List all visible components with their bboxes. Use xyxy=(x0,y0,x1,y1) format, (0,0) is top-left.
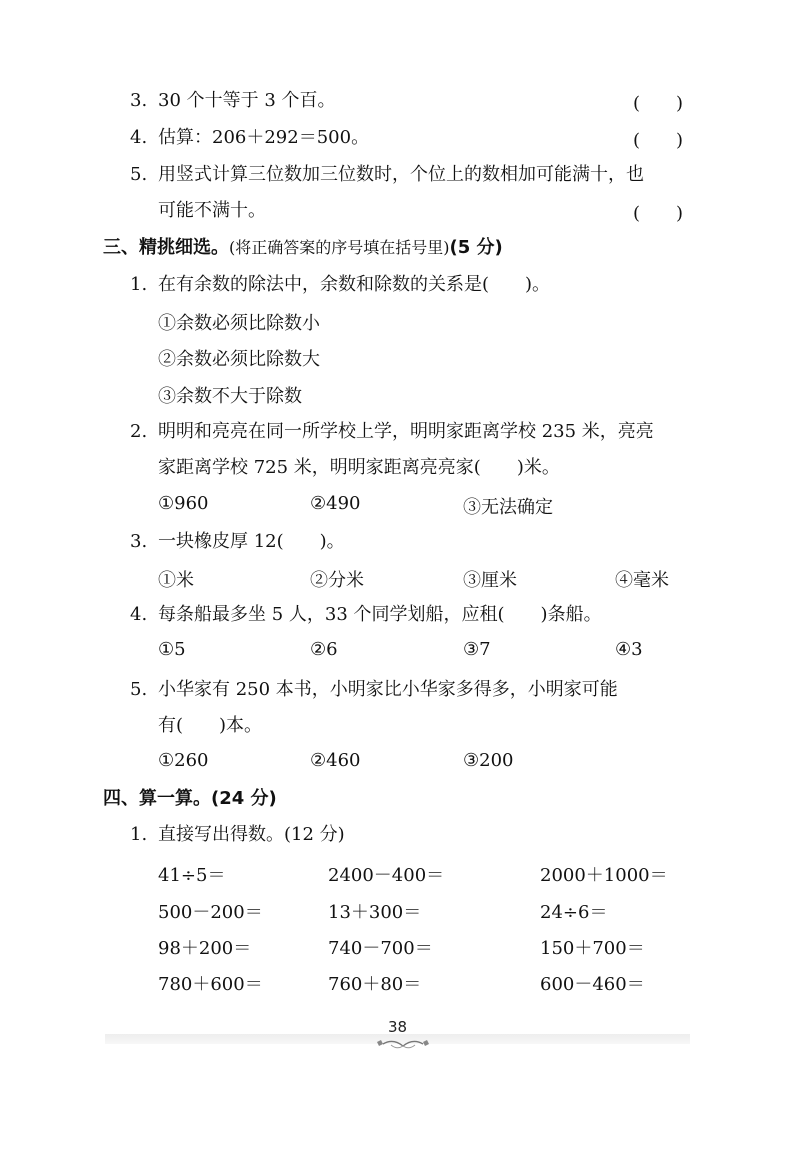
question-text: 小华家有 250 本书，小明家比小华家多得多，小明家可能 xyxy=(158,679,618,700)
question-number: 3. xyxy=(130,531,148,552)
calc-item[interactable]: 780＋600＝ xyxy=(158,974,263,995)
question-text: 每条船最多坐 5 人，33 个同学划船，应租( )条船。 xyxy=(158,604,602,625)
answer-parens[interactable]: ( ) xyxy=(633,203,684,224)
section-note: (将正确答案的序号填在括号里) xyxy=(229,238,450,257)
option-1[interactable]: ①5 xyxy=(158,639,186,660)
option-2[interactable]: ②460 xyxy=(310,750,361,771)
question-text: 在有余数的除法中，余数和除数的关系是( )。 xyxy=(158,274,551,295)
footer-ornament-icon xyxy=(373,1036,433,1052)
question-number: 5. xyxy=(130,679,148,700)
option-1[interactable]: ①米 xyxy=(158,570,194,591)
item-number: 3. xyxy=(130,90,148,111)
option-4[interactable]: ④毫米 xyxy=(615,570,669,591)
question-number: 1. xyxy=(130,824,148,845)
option-1[interactable]: ①960 xyxy=(158,493,209,514)
section-score: (24 分) xyxy=(211,788,277,809)
section-4-heading xyxy=(103,787,277,811)
option-3[interactable]: ③7 xyxy=(463,639,491,660)
calc-item[interactable]: 24÷6＝ xyxy=(540,902,608,923)
option-3[interactable]: ③余数不大于除数 xyxy=(158,386,302,407)
section-title: 四、算一算。 xyxy=(103,788,211,809)
answer-parens[interactable]: ( ) xyxy=(633,130,684,151)
question-text: 一块橡皮厚 12( )。 xyxy=(158,531,345,552)
option-2[interactable]: ②6 xyxy=(310,639,338,660)
option-3[interactable]: ③厘米 xyxy=(463,570,517,591)
calc-item[interactable]: 150＋700＝ xyxy=(540,938,645,959)
calc-item[interactable]: 600－460＝ xyxy=(540,974,645,995)
calc-item[interactable]: 760＋80＝ xyxy=(328,974,422,995)
option-1[interactable]: ①260 xyxy=(158,750,209,771)
answer-parens[interactable]: ( ) xyxy=(633,93,684,114)
option-1[interactable]: ①余数必须比除数小 xyxy=(158,313,320,334)
calc-item[interactable]: 2400－400＝ xyxy=(328,865,445,886)
option-2[interactable]: ②490 xyxy=(310,493,361,514)
option-4[interactable]: ④3 xyxy=(615,639,643,660)
section-score: (5 分) xyxy=(449,237,503,258)
item-number: 5. xyxy=(130,164,148,185)
item-text-continued: 可能不满十。 xyxy=(158,200,266,221)
question-number: 1. xyxy=(130,274,148,295)
option-2[interactable]: ②余数必须比除数大 xyxy=(158,349,320,370)
item-number: 4. xyxy=(130,127,148,148)
calc-item[interactable]: 41÷5＝ xyxy=(158,865,226,886)
calc-item[interactable]: 13＋300＝ xyxy=(328,902,422,923)
calc-item[interactable]: 2000＋1000＝ xyxy=(540,865,668,886)
page-number: 38 xyxy=(387,1018,408,1036)
section-title: 三、精挑细选。 xyxy=(103,237,229,258)
section-3-heading xyxy=(103,236,503,260)
option-3[interactable]: ③无法确定 xyxy=(463,497,553,518)
item-text: 30 个十等于 3 个百。 xyxy=(158,90,336,111)
question-number: 4. xyxy=(130,604,148,625)
item-text: 用竖式计算三位数加三位数时，个位上的数相加可能满十，也 xyxy=(158,164,644,185)
question-number: 2. xyxy=(130,421,148,442)
option-3[interactable]: ③200 xyxy=(463,750,514,771)
option-2[interactable]: ②分米 xyxy=(310,570,364,591)
question-text: 明明和亮亮在同一所学校上学，明明家距离学校 235 米，亮亮 xyxy=(158,421,654,442)
item-text: 估算：206＋292＝500。 xyxy=(158,127,370,148)
calc-item[interactable]: 98＋200＝ xyxy=(158,938,252,959)
page-footer xyxy=(105,1018,690,1048)
calc-item[interactable]: 740－700＝ xyxy=(328,938,433,959)
calc-item[interactable]: 500－200＝ xyxy=(158,902,263,923)
question-text-continued: 家距离学校 725 米，明明家距离亮亮家( )米。 xyxy=(158,457,560,478)
question-text-continued: 有( )本。 xyxy=(158,715,263,736)
question-text: 直接写出得数。(12 分) xyxy=(158,824,345,845)
